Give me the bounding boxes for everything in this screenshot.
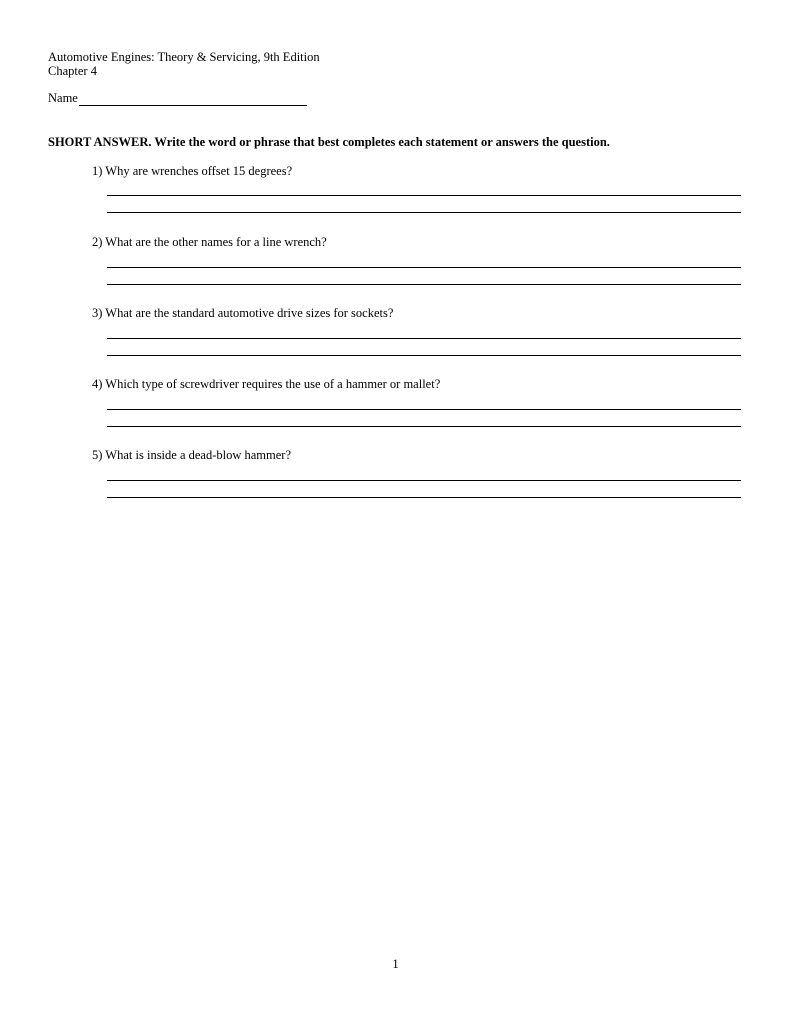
name-label: Name	[48, 91, 78, 105]
question-4: 4) Which type of screwdriver requires the use of a hammer or mallet?	[92, 377, 441, 391]
answer-line-4a[interactable]	[107, 409, 741, 410]
answer-line-5a[interactable]	[107, 480, 741, 481]
answer-line-3b[interactable]	[107, 355, 741, 356]
section-instructions: SHORT ANSWER. Write the word or phrase that best completes each statement or answers the question.	[48, 135, 610, 149]
name-field[interactable]	[48, 91, 307, 106]
answer-line-1a[interactable]	[107, 195, 741, 196]
answer-line-5b[interactable]	[107, 497, 741, 498]
question-3: 3) What are the standard automotive drive sizes for sockets?	[92, 306, 394, 320]
document-header	[48, 50, 320, 78]
page-number: 1	[392, 957, 399, 971]
book-title: Automotive Engines: Theory & Servicing, 9th Edition	[48, 50, 320, 64]
answer-line-3a[interactable]	[107, 338, 741, 339]
answer-line-4b[interactable]	[107, 426, 741, 427]
question-2: 2) What are the other names for a line wrench?	[92, 235, 327, 249]
answer-line-2b[interactable]	[107, 284, 741, 285]
name-input-line[interactable]	[79, 93, 307, 106]
answer-line-2a[interactable]	[107, 267, 741, 268]
question-1: 1) Why are wrenches offset 15 degrees?	[92, 164, 293, 178]
chapter-label: Chapter 4	[48, 64, 97, 78]
answer-line-1b[interactable]	[107, 212, 741, 213]
question-5: 5) What is inside a dead-blow hammer?	[92, 448, 292, 462]
